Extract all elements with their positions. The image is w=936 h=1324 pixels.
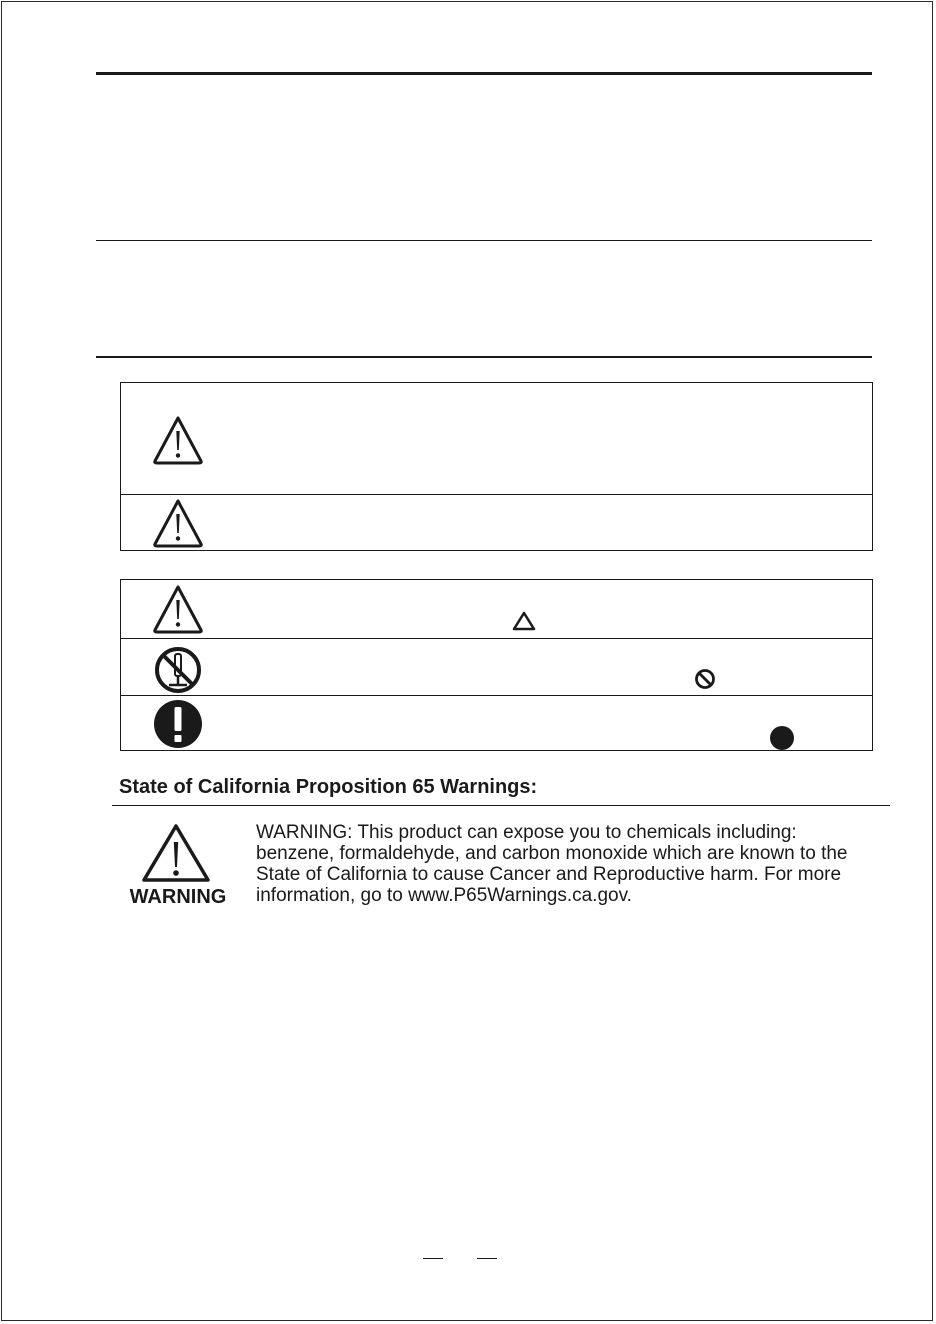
page-number-mark-left: [423, 1258, 443, 1259]
prop65-underline: [112, 805, 890, 806]
warning-line: benzene, formaldehyde, and carbon monoxide which are known to the: [256, 843, 848, 864]
small-prohibited-icon: [694, 668, 716, 690]
mandatory-exclamation-icon: [153, 699, 203, 749]
severity-definitions-box: [120, 382, 873, 551]
prohibited-disassembly-icon: [154, 646, 202, 694]
symbol-row-divider-1: [121, 638, 872, 639]
small-triangle-icon: [512, 611, 536, 631]
caution-triangle-icon: [152, 498, 204, 548]
page-number-mark-right: [477, 1258, 497, 1259]
middle-thin-rule: [96, 240, 872, 241]
warning-line: WARNING: This product can expose you to chemicals including:: [256, 822, 797, 843]
prop65-warning-triangle-icon: [140, 822, 212, 884]
warning-line: information, go to www.P65Warnings.ca.gov.: [256, 885, 632, 906]
warning-line: State of California to cause Cancer and Reproductive harm. For more: [256, 864, 842, 885]
prop65-heading: State of California Proposition 65 Warnings:: [119, 776, 538, 798]
severity-row-divider: [121, 494, 872, 495]
small-filled-circle-icon: [769, 725, 795, 751]
section-rule: [96, 356, 872, 358]
symbol-definitions-box: [120, 579, 873, 751]
warning-triangle-icon: [152, 584, 204, 634]
prop65-warning-label: WARNING: [129, 886, 227, 908]
top-thick-rule: [96, 72, 872, 75]
symbol-row-divider-2: [121, 695, 872, 696]
warning-triangle-icon: [152, 415, 204, 465]
prop65-warning-text: [256, 822, 886, 906]
